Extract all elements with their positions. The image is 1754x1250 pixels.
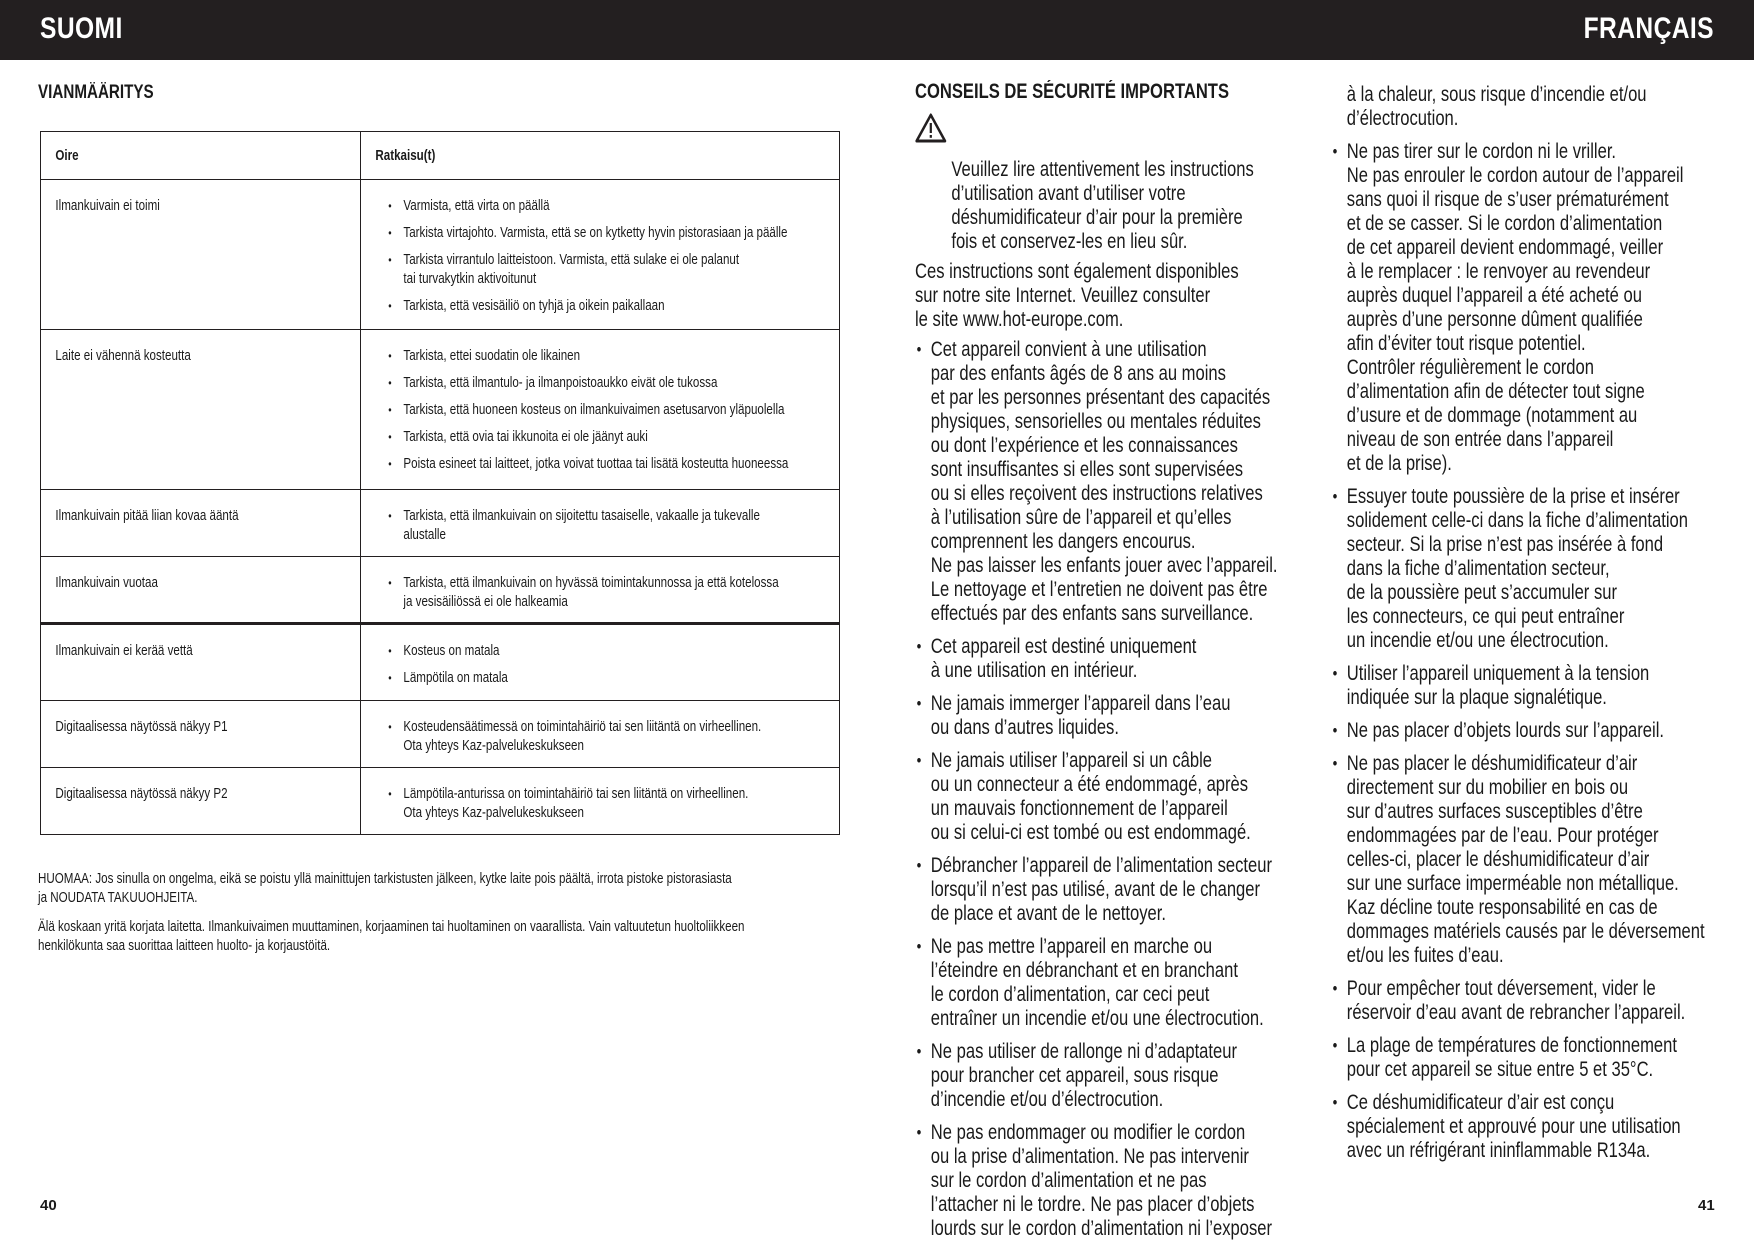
solution-container (361, 768, 866, 823)
table-row (41, 330, 840, 490)
solution-item: • Lämpötila-anturissa on toimintahäiriö tai sen liitäntä on virheellinen. Ota yhteys Kaz-palvelukeskukseen (388, 785, 866, 823)
solution-container (361, 701, 866, 756)
page-number-left: 40 (40, 1197, 57, 1214)
table-row (41, 180, 840, 330)
solution-item: • Tarkista, ettei suodatin ole likainen (388, 347, 866, 366)
solution-container (361, 180, 866, 316)
safety-bullet: • Cet appareil convient à une utilisation par des enfants âgés de 8 ans au moins et par les personnes présentant des capacités physiques, sensorielles ou mentales réduites ou dont l’expérience et les connaissances sont insuffisantes si elles sont supervisées ou si elles reçoivent des instructions relatives à l’utilisation sûre de l’appareil et qu’elles comprennent les dangers encourus. Ne pas laisser les enfants jouer avec l’appareil. Le nettoyage et l’entretien ne doivent pas être effectués par des enfants sans surveillance. (915, 338, 1302, 626)
column-header-symptom: Oire (41, 132, 361, 180)
solution-item: • Lämpötila on matala (388, 669, 866, 688)
solution-container (361, 557, 866, 612)
solution-list (388, 785, 866, 823)
symptom-cell (41, 624, 361, 701)
safety-bullet: • Ne jamais immerger l’appareil dans l’eau ou dans d’autres liquides. (915, 692, 1302, 740)
solution-item: • Tarkista, että ilmankuivain on sijoitettu tasaiselle, vakaalle ja tukevalle alustalle (388, 507, 866, 545)
safety-bullet: • Ne jamais utiliser l’appareil si un câble ou un connecteur a été endommagé, après un mauvais fonctionnement de l’appareil ou si celui-ci est tombé ou est endommagé. (915, 749, 1302, 845)
symptom-cell (41, 180, 361, 330)
safety-list-1 (915, 338, 1302, 1241)
solution-list (388, 574, 866, 612)
solution-cell (361, 701, 840, 768)
symptom-text: Ilmankuivain ei kerää vettä (55, 643, 193, 659)
solution-cell (361, 330, 840, 490)
french-column-2 (1331, 83, 1726, 1172)
solution-item: • Poista esineet tai laitteet, jotka voivat tuottaa tai lisätä kosteutta huoneessa (388, 455, 866, 474)
table-header-row (41, 132, 840, 180)
table-row (41, 490, 840, 557)
troubleshooting-heading: VIANMÄÄRITYS (38, 82, 154, 103)
solution-list (388, 718, 866, 756)
symptom-cell (41, 557, 361, 624)
symptom-text: Ilmankuivain ei toimi (55, 198, 160, 214)
symptom-text: Ilmankuivain vuotaa (55, 575, 158, 591)
safety-bullet: • Utiliser l’appareil uniquement à la tension indiquée sur la plaque signalétique. (1331, 662, 1726, 710)
safety-bullet: • Essuyer toute poussière de la prise et insérer solidement celle-ci dans la fiche d’alimentation secteur. Si la prise n’est pas insérée à fond dans la fiche d’alimentation secteur, de la poussière peut s’accumuler sur les connecteurs, ce qui peut entraîner un incendie et/ou une électrocution. (1331, 485, 1726, 653)
solution-item: • Tarkista, että ilmankuivain on hyvässä toimintakunnossa ja että kotelossa ja vesisäiliössä ei ole halkeamia (388, 574, 866, 612)
solution-item: • Tarkista virtajohto. Varmista, että se on kytketty hyvin pistorasiaan ja päälle (388, 224, 866, 243)
table-row (41, 768, 840, 835)
symptom-cell (41, 768, 361, 835)
continued-text: à la chaleur, sous risque d’incendie et/ou d’électrocution. (1346, 83, 1647, 130)
solution-container (361, 330, 866, 474)
language-label-finnish: SUOMI (40, 12, 123, 45)
note-paragraph: HUOMAA: Jos sinulla on ongelma, eikä se poistu yllä mainittujen tarkistusten jälkeen, kytke laite pois päältä, irrota pistoke pistorasiasta ja NOUDATA TAKUUOHJEITA. (38, 871, 732, 906)
symptom-cell (41, 330, 361, 490)
solution-item: • Kosteus on matala (388, 642, 866, 661)
safety-list-2 (1331, 140, 1726, 1163)
safety-bullet: • Ne pas placer le déshumidificateur d’air directement sur du mobilier en bois ou sur d’autres surfaces susceptibles d’être endommagées par de l’eau. Pour protéger celles-ci, placer le déshumidificateur d’air sur une surface imperméable non métallique. Kaz décline toute responsabilité en cas de dommages matériels causés par le déversement et/ou les fuites d’eau. (1331, 752, 1726, 968)
solution-cell (361, 490, 840, 557)
safety-bullet: • Cet appareil est destiné uniquement à une utilisation en intérieur. (915, 635, 1302, 683)
solution-list (388, 642, 866, 688)
symptom-cell (41, 701, 361, 768)
table-row (41, 557, 840, 624)
notes (38, 870, 838, 966)
solution-item: • Tarkista, että vesisäiliö on tyhjä ja oikein paikallaan (388, 297, 866, 316)
solution-item: • Tarkista, että ilmantulo- ja ilmanpoistoaukko eivät ole tukossa (388, 374, 866, 393)
solution-item: • Tarkista, että huoneen kosteus on ilmankuivaimen asetusarvon yläpuolella (388, 401, 866, 420)
symptom-text: Laite ei vähennä kosteutta (55, 348, 191, 364)
safety-bullet: • Débrancher l’appareil de l’alimentation secteur lorsqu’il n’est pas utilisé, avant de le changer de place et avant de le nettoyer. (915, 854, 1302, 926)
solution-cell (361, 557, 840, 624)
safety-bullet: • Ne pas placer d’objets lourds sur l’appareil. (1331, 719, 1726, 743)
solution-container (361, 490, 866, 545)
symptom-cell (41, 490, 361, 557)
column-header-solution: Ratkaisu(t) (361, 132, 840, 180)
page-number-right: 41 (1698, 1197, 1715, 1214)
solution-cell (361, 768, 840, 835)
warning-block (915, 110, 1302, 254)
header-bar (0, 0, 1754, 60)
safety-bullet: • Pour empêcher tout déversement, vider le réservoir d’eau avant de rebrancher l’appareil. (1331, 977, 1726, 1025)
solution-item: • Kosteudensäätimessä on toimintahäiriö tai sen liitäntä on virheellinen. Ota yhteys Kaz-palvelukeskukseen (388, 718, 866, 756)
symptom-text: Digitaalisessa näytössä näkyy P1 (55, 719, 228, 735)
language-label-french: FRANÇAIS (1583, 12, 1714, 45)
safety-heading: CONSEILS DE SÉCURITÉ IMPORTANTS (915, 80, 1230, 103)
french-column-1 (915, 80, 1302, 1250)
table-row (41, 624, 840, 701)
symptom-text: Ilmankuivain pitää liian kovaa ääntä (55, 508, 239, 524)
safety-bullet: • Ce déshumidificateur d’air est conçu spécialement et approuvé pour une utilisation avec un réfrigérant ininflammable R134a. (1331, 1091, 1726, 1163)
warning-text: Veuillez lire attentivement les instructions d’utilisation avant d’utiliser votre déshumidificateur d’air pour la première fois et conservez-les en lieu sûr. (951, 158, 1254, 253)
safety-bullet: • La plage de températures de fonctionnement pour cet appareil se situe entre 5 et 35°C. (1331, 1034, 1726, 1082)
solution-list (388, 507, 866, 545)
safety-bullet: • Ne pas utiliser de rallonge ni d’adaptateur pour brancher cet appareil, sous risque d’incendie et/ou d’électrocution. (915, 1040, 1302, 1112)
solution-cell (361, 180, 840, 330)
safety-bullet: • Ne pas tirer sur le cordon ni le vriller. Ne pas enrouler le cordon autour de l’appareil sans quoi il risque de s’user prématurément et de se casser. Si le cordon d’alimentation de cet appareil devient endommagé, veiller à le remplacer : le renvoyer au revendeur auprès duquel l’appareil a été acheté ou auprès d’une personne dûment qualifiée afin d’éviter tout risque potentiel. Contrôler régulièrement le cordon d’alimentation afin de détecter tout signe d’usure et de dommage (notamment au niveau de son entrée dans l’appareil et de la prise). (1331, 140, 1726, 476)
solution-list (388, 197, 866, 316)
solution-cell (361, 624, 840, 701)
symptom-text: Digitaalisessa näytössä näkyy P2 (55, 786, 228, 802)
solution-item: • Varmista, että virta on päällä (388, 197, 866, 216)
intro-text: Ces instructions sont également disponibles sur notre site Internet. Veuillez consulter le site www.hot-europe.com. (915, 260, 1239, 331)
warning-triangle-icon (915, 113, 947, 143)
table-row (41, 701, 840, 768)
solution-item: • Tarkista virrantulo laitteistoon. Varmista, että sulake ei ole palanut tai turvakytkin aktivoitunut (388, 251, 866, 289)
solution-container (361, 625, 866, 688)
note-paragraph: Älä koskaan yritä korjata laitetta. Ilmankuivaimen muuttaminen, korjaaminen tai huoltaminen on vaarallista. Vain valtuutetun huoltoliikkeen henkilökunta saa suorittaa laitteen huolto- ja korjaustöitä. (38, 919, 745, 954)
troubleshooting-table (40, 131, 840, 835)
solution-list (388, 347, 866, 474)
safety-bullet: • Ne pas endommager ou modifier le cordon ou la prise d’alimentation. Ne pas intervenir sur le cordon d’alimentation et ne pas l’attacher ni le tordre. Ne pas placer d’objets lourds sur le cordon d’alimentation ni l’exposer (915, 1121, 1302, 1241)
safety-bullet: • Ne pas mettre l’appareil en marche ou l’éteindre en débranchant et en branchant le cordon d’alimentation, car ceci peut entraîner un incendie et/ou une électrocution. (915, 935, 1302, 1031)
solution-item: • Tarkista, että ovia tai ikkunoita ei ole jäänyt auki (388, 428, 866, 447)
